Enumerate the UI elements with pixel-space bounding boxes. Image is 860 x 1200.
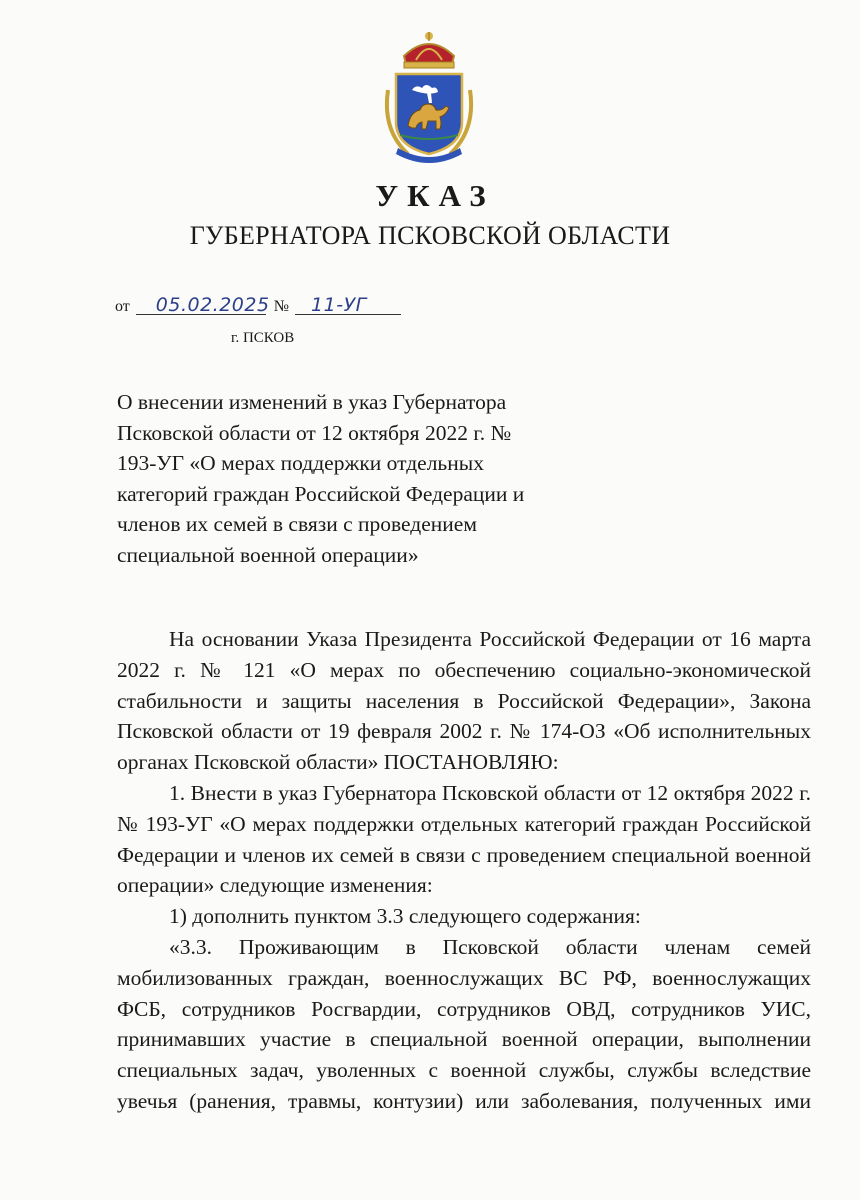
document-title: УКАЗ <box>375 178 495 213</box>
pskov-coat-of-arms-icon <box>372 30 486 166</box>
document-date: 05.02.2025 <box>136 296 266 315</box>
document-body <box>117 624 811 1117</box>
paragraph: 1. Внести в указ Губернатора Псковской области от 12 октября 2022 г. № 193-УГ «О мерах поддержки отдельных категорий граждан Российской Федерации и членов их семей в связи с проведением специальной военной операции» следующие изменения: <box>117 780 811 898</box>
paragraph: На основании Указа Президента Российской Федерации от 16 марта 2022 г. № 121 «О мерах по обеспечению социально-экономической стабильности и защиты населения в Российской Федерации», Закона Псковской области от 19 февраля 2002 г. № 174-ОЗ «Об исполнительных органах Псковской области» ПОСТАНОВЛЯЮ: <box>117 627 811 775</box>
date-number-line <box>115 296 401 316</box>
number-prefix: № <box>273 298 290 315</box>
document-subtitle: ГУБЕРНАТОРА ПСКОВСКОЙ ОБЛАСТИ <box>189 221 671 250</box>
document-number: 11-УГ <box>295 296 401 315</box>
paragraph: «3.3. Проживающим в Псковской области членам семей мобилизованных граждан, военнослужащих ВС РФ, военнослужащих ФСБ, сотрудников Росгвардии, сотрудников ОВД, сотрудников УИС, принимавших участие в специальной военной операции, выполнении специальных задач, уволенных с военной службы, службы вследствие увечья (ранения, травмы, контузии) или заболевания, полученных ими <box>117 934 811 1113</box>
document-city: г. ПСКОВ <box>231 330 295 346</box>
paragraph: 1) дополнить пунктом 3.3 следующего содержания: <box>169 904 641 929</box>
date-prefix: от <box>115 298 130 315</box>
document-subject: О внесении изменений в указ Губернатора Псковской области от 12 октября 2022 г. № 193-УГ «О мерах поддержки отдельных категорий граждан Российской Федерации и членов их семей в связи с проведением специальной военной операции» <box>117 390 525 567</box>
